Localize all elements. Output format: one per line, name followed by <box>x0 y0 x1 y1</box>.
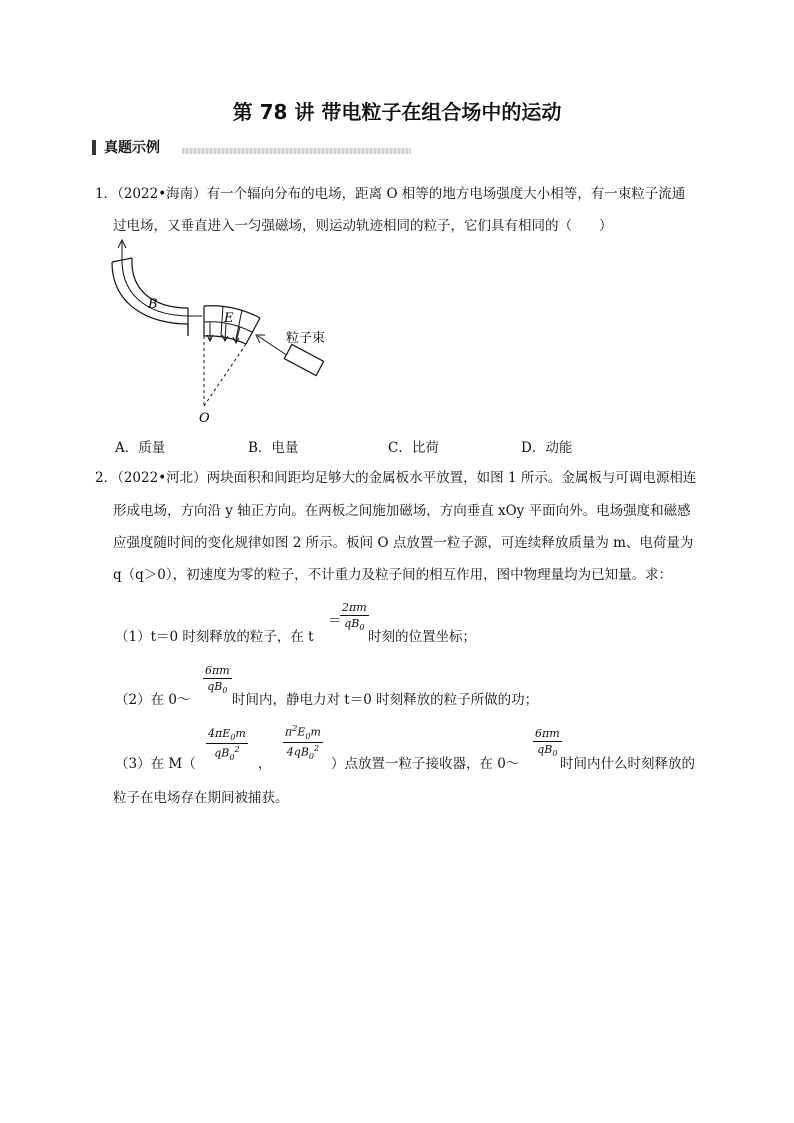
q2-sub3-mid: ）点放置一粒子接收器，在 0～ <box>331 756 520 772</box>
beam-arrow <box>256 335 288 356</box>
q2-sub2-prefix: （2）在 0～ <box>115 692 191 708</box>
label-b: B <box>148 297 158 312</box>
option-c: C．比荷 <box>388 440 439 456</box>
q1-stem-line1: 1．（2022•海南）有一个辐向分布的电场，距离 O 相等的地方电场强度大小相等，有一束粒子流通 <box>95 186 686 202</box>
radius-dashed-right <box>204 344 246 406</box>
section-header <box>92 138 160 156</box>
q2-sub2-suffix: 时间内，静电力对 t＝0 时刻释放的粒子所做的功； <box>232 692 539 708</box>
fraction-6pim-qb0: $\frac{6\pi m}{qB_0}$ <box>205 664 230 696</box>
label-beam: 粒子束 <box>286 331 326 346</box>
label-o: O <box>199 411 210 426</box>
q2-sub1-prefix: （1）t＝0 时刻释放的粒子，在 t <box>115 629 314 645</box>
q1-figure <box>100 236 350 428</box>
q2-sub1-equals: ＝ <box>328 613 342 629</box>
q2-stem-line2: 形成电场，方向沿 y 轴正方向。在两板之间施加磁场，方向垂直 xOy 平面向外。电场强度和磁感 <box>113 503 691 519</box>
fraction-pi2e0m-4qb0sq: $\frac{\pi^2E_0m}{4qB_0^2}$ <box>285 724 321 761</box>
q2-sub1-suffix: 时刻的位置坐标； <box>368 629 476 645</box>
fraction-6pim-qb0-b: $\frac{6\pi m}{qB_0}$ <box>535 727 560 759</box>
option-b: B．电量 <box>248 440 299 456</box>
q2-sub3-line2: 粒子在电场存在期间被捕获。 <box>113 790 289 806</box>
q1-stem-line2: 过电场，又垂直进入一匀强磁场，则运动轨迹相同的粒子，它们具有相同的（ ） <box>113 218 613 234</box>
option-d: D．动能 <box>521 440 573 456</box>
label-e: E <box>224 311 234 326</box>
q2-stem-line3: 应强度随时间的变化规律如图 2 所示。板间 O 点放置一粒子源，可连续释放质量为 m、电荷量为 <box>113 535 694 551</box>
page-title: 第 78 讲 带电粒子在组合场中的运动 <box>232 100 562 124</box>
q2-stem-line4: q（q＞0），初速度为零的粒子，不计重力及粒子间的相互作用，图中物理量均为已知量。求： <box>113 567 673 583</box>
q2-stem-line1: 2．（2022•河北）两块面积和间距均足够大的金属板水平放置，如图 1 所示。金属板与可调电源相连 <box>95 470 697 486</box>
section-rule <box>182 148 411 154</box>
section-marker <box>92 140 96 155</box>
option-a: A．质量 <box>115 440 166 456</box>
fraction-4pie0m-qb0sq: $\frac{4\pi E_0m}{qB_0^2}$ <box>208 727 246 763</box>
section-title: 真题示例 <box>104 140 160 156</box>
fraction-2pim-qb0: $\frac{2\pi m}{qB_0}$ <box>342 601 367 633</box>
particle-source <box>284 344 323 375</box>
magnetic-region-inner <box>132 258 188 308</box>
exit-arrow <box>118 240 126 260</box>
q2-sub3-prefix: （3）在 M（ <box>115 756 196 772</box>
q2-sub3-suffix: 时间内什么时刻释放的 <box>560 756 695 772</box>
q2-sub3-comma: ， <box>258 756 272 772</box>
